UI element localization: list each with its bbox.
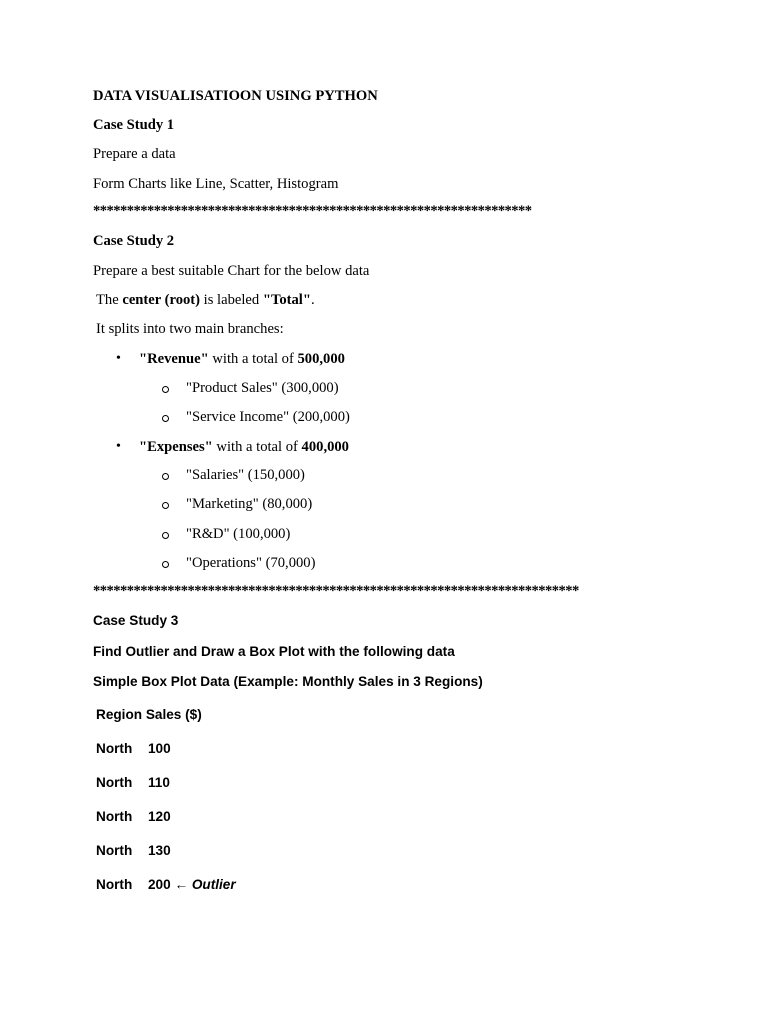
sub-item: "Service Income" (200,000) bbox=[186, 409, 350, 425]
root-label-text: "Total" bbox=[262, 292, 311, 308]
sub-item: "Marketing" (80,000) bbox=[186, 496, 313, 512]
outlier-note: Outlier bbox=[191, 877, 236, 892]
splits-description: It splits into two main branches: bbox=[96, 321, 284, 337]
bullet-icon: • bbox=[116, 351, 121, 366]
circle-bullet-icon bbox=[162, 386, 169, 393]
case-study-1-line-1: Prepare a data bbox=[93, 146, 176, 162]
region-cell: North bbox=[96, 843, 133, 858]
bullet-icon: • bbox=[116, 439, 121, 454]
sub-item: "Operations" (70,000) bbox=[186, 555, 316, 571]
case-study-1-line-2: Form Charts like Line, Scatter, Histogram bbox=[93, 176, 339, 192]
branch-name: "Revenue" bbox=[139, 351, 209, 367]
region-cell: North bbox=[96, 877, 133, 892]
sales-cell: 130 bbox=[148, 843, 171, 858]
sub-item: "Salaries" (150,000) bbox=[186, 467, 305, 483]
separator-2: ************************************************************************ bbox=[93, 583, 579, 599]
sales-value: 200 bbox=[148, 877, 171, 892]
region-cell: North bbox=[96, 809, 133, 824]
branch-revenue bbox=[139, 352, 345, 367]
sub-item: "Product Sales" (300,000) bbox=[186, 380, 339, 396]
sub-item: "R&D" (100,000) bbox=[186, 526, 291, 542]
case-study-2-heading: Case Study 2 bbox=[93, 233, 175, 249]
case-study-3-task: Find Outlier and Draw a Box Plot with the following data bbox=[93, 644, 455, 659]
document-title: DATA VISUALISATIOON USING PYTHON bbox=[93, 88, 378, 104]
root-mid-text: is labeled bbox=[200, 292, 263, 308]
region-cell: North bbox=[96, 775, 133, 790]
root-description bbox=[96, 293, 315, 308]
root-pre-text: The bbox=[96, 292, 123, 308]
circle-bullet-icon bbox=[162, 473, 169, 480]
branch-name: "Expenses" bbox=[139, 439, 213, 455]
sales-cell bbox=[148, 878, 236, 892]
branch-expenses bbox=[139, 440, 349, 455]
separator-1: ***************************************************************** bbox=[93, 203, 532, 219]
circle-bullet-icon bbox=[162, 415, 169, 422]
case-study-3-heading: Case Study 3 bbox=[93, 613, 179, 628]
arrow-left-icon: ← bbox=[174, 877, 189, 892]
root-bold-text: center (root) bbox=[122, 292, 201, 308]
circle-bullet-icon bbox=[162, 502, 169, 509]
branch-total: 500,000 bbox=[297, 351, 345, 367]
table-header: Region Sales ($) bbox=[96, 707, 202, 722]
case-study-1-heading: Case Study 1 bbox=[93, 117, 175, 133]
sales-cell: 110 bbox=[148, 775, 170, 790]
circle-bullet-icon bbox=[162, 561, 169, 568]
branch-total: 400,000 bbox=[301, 439, 349, 455]
sales-cell: 120 bbox=[148, 809, 171, 824]
root-end-text: . bbox=[310, 292, 315, 308]
branch-text: with a total of bbox=[208, 351, 298, 367]
circle-bullet-icon bbox=[162, 532, 169, 539]
case-study-3-subtitle: Simple Box Plot Data (Example: Monthly Sales in 3 Regions) bbox=[93, 674, 483, 689]
region-cell: North bbox=[96, 741, 133, 756]
sales-cell: 100 bbox=[148, 741, 171, 756]
branch-text: with a total of bbox=[212, 439, 302, 455]
case-study-2-intro: Prepare a best suitable Chart for the below data bbox=[93, 263, 370, 279]
